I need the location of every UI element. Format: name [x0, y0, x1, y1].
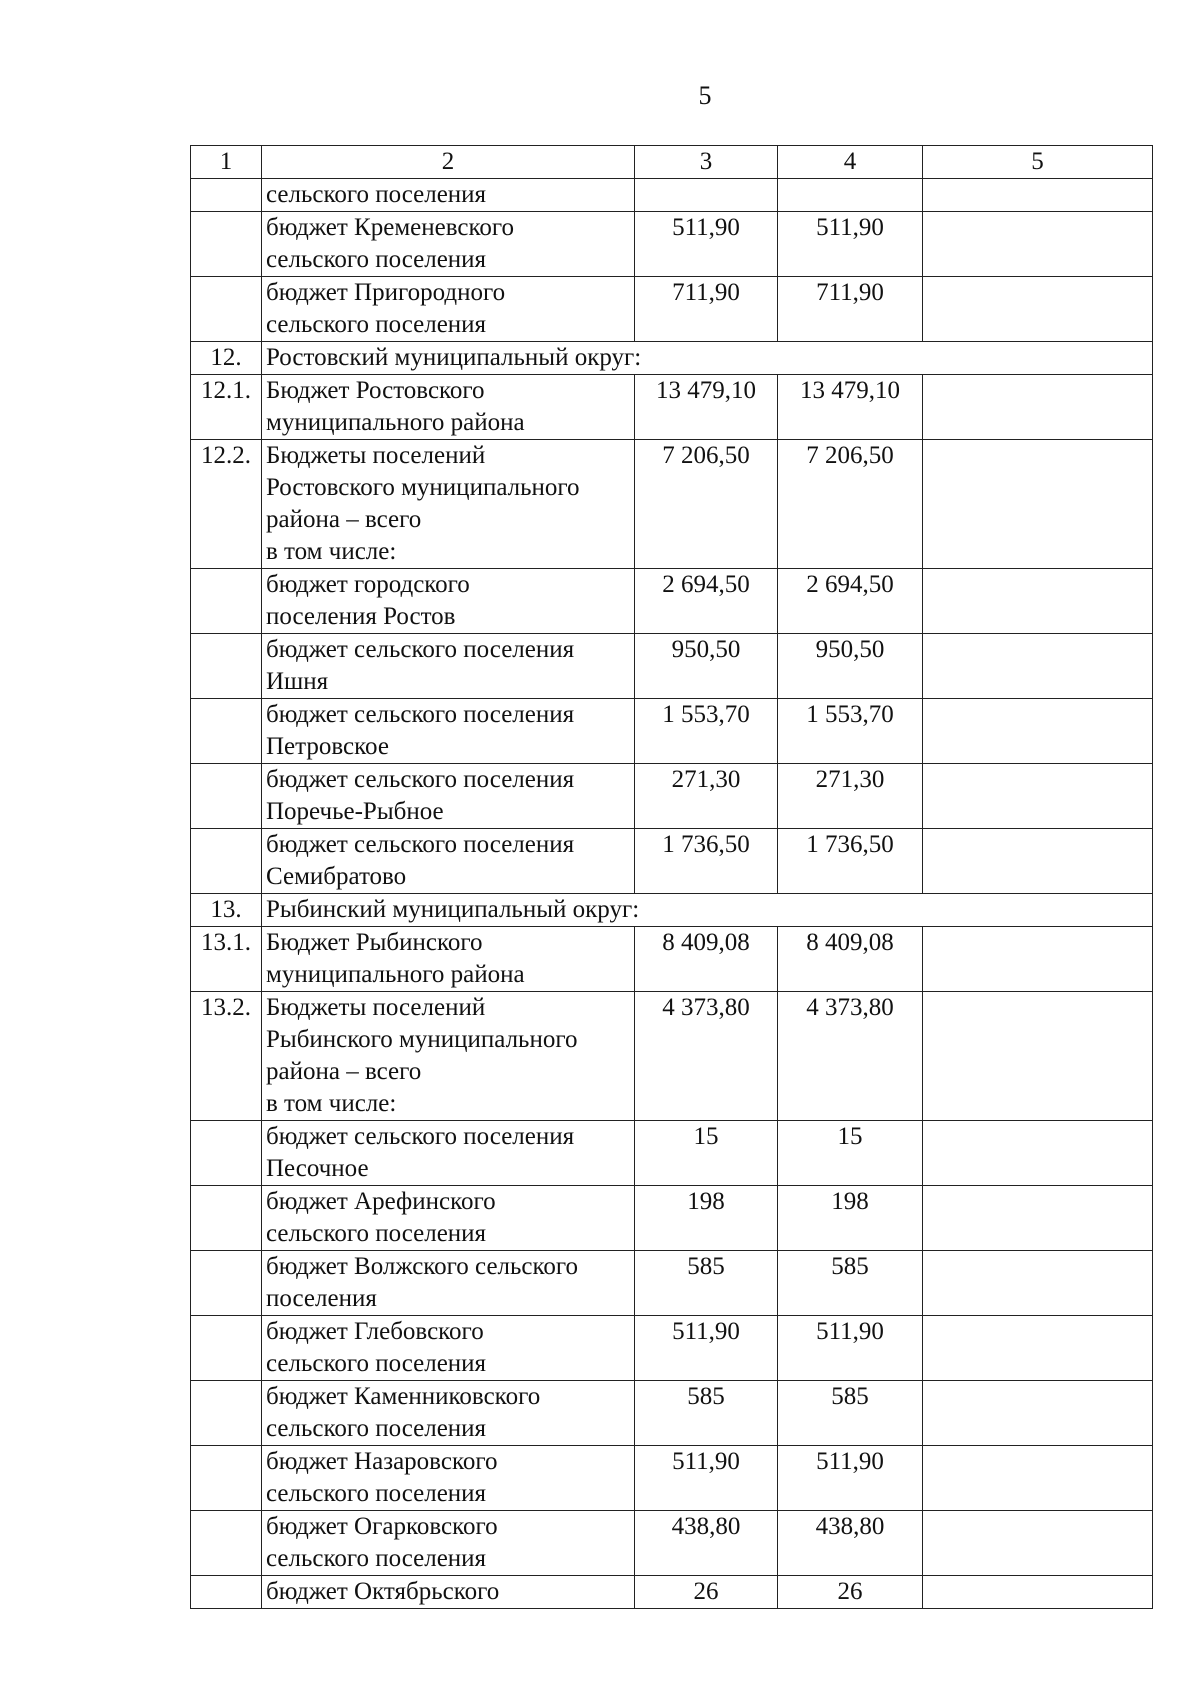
table-row [191, 440, 1153, 569]
table-row [191, 829, 1153, 894]
row-col3-cell: 8 409,08 [635, 927, 778, 992]
row-index-cell: 12. [191, 342, 262, 375]
row-index-cell [191, 179, 262, 212]
row-col5-cell [923, 1121, 1153, 1186]
table-row [191, 1186, 1153, 1251]
row-name-line: бюджет Назаровского [266, 1448, 498, 1475]
row-index-cell: 13.2. [191, 992, 262, 1121]
row-col4-cell: 511,90 [778, 1446, 923, 1511]
row-name-cell [262, 992, 635, 1121]
row-col3-cell: 1 736,50 [635, 829, 778, 894]
row-col5-cell [923, 1576, 1153, 1609]
row-name-line: сельского поселения [266, 1350, 487, 1377]
table-row [191, 342, 1153, 375]
row-name-line: бюджет сельского поселения [266, 766, 575, 793]
row-name-cell [262, 342, 1153, 375]
row-name-line: муниципального района [266, 409, 525, 436]
row-col5-cell [923, 277, 1153, 342]
row-name-line: поселения Ростов [266, 603, 456, 630]
row-name-cell [262, 1511, 635, 1576]
table-row [191, 1121, 1153, 1186]
column-header-2: 2 [262, 146, 635, 179]
row-col5-cell [923, 699, 1153, 764]
row-name-cell [262, 277, 635, 342]
row-name-line: сельского поселения [266, 1415, 487, 1442]
table-row [191, 1316, 1153, 1381]
row-name-line: в том числе: [266, 538, 397, 565]
row-name-line: сельского поселения [266, 1480, 487, 1507]
row-col4-cell: 26 [778, 1576, 923, 1609]
row-col5-cell [923, 634, 1153, 699]
row-name-line: Песочное [266, 1155, 369, 1182]
row-col3-cell: 2 694,50 [635, 569, 778, 634]
column-header-4: 4 [778, 146, 923, 179]
row-name-line: Рыбинский муниципальный округ: [266, 896, 640, 923]
row-name-line: бюджет сельского поселения [266, 636, 575, 663]
row-col4-cell: 1 553,70 [778, 699, 923, 764]
row-name-cell [262, 1576, 635, 1609]
table-row [191, 212, 1153, 277]
row-index-cell: 12.1. [191, 375, 262, 440]
page-number: 5 [698, 81, 712, 110]
row-name-line: Ростовского муниципального [266, 474, 580, 501]
row-name-line: бюджет Глебовского [266, 1318, 484, 1345]
row-col3-cell: 585 [635, 1251, 778, 1316]
row-name-line: района – всего [266, 1058, 422, 1085]
row-name-line: Бюджет Рыбинского [266, 929, 483, 956]
row-col4-cell: 438,80 [778, 1511, 923, 1576]
row-name-line: бюджет сельского поселения [266, 1123, 575, 1150]
row-col4-cell: 511,90 [778, 1316, 923, 1381]
row-col5-cell [923, 1381, 1153, 1446]
table-row [191, 1511, 1153, 1576]
row-col4-cell: 511,90 [778, 212, 923, 277]
row-index-cell [191, 764, 262, 829]
row-name-line: в том числе: [266, 1090, 397, 1117]
table-row [191, 764, 1153, 829]
row-col4-cell: 13 479,10 [778, 375, 923, 440]
table-row [191, 894, 1153, 927]
row-name-line: Петровское [266, 733, 389, 760]
budget-table-body [191, 146, 1153, 1609]
table-row [191, 1576, 1153, 1609]
row-col3-cell: 711,90 [635, 277, 778, 342]
row-name-line: бюджет Пригородного [266, 279, 506, 306]
row-index-cell [191, 212, 262, 277]
row-index-cell [191, 1121, 262, 1186]
row-name-line: сельского поселения [266, 181, 487, 208]
row-col3-cell [635, 179, 778, 212]
row-index-cell [191, 634, 262, 699]
row-col4-cell: 7 206,50 [778, 440, 923, 569]
row-name-cell [262, 1316, 635, 1381]
row-col5-cell [923, 1511, 1153, 1576]
row-index-cell [191, 1251, 262, 1316]
row-col4-cell: 8 409,08 [778, 927, 923, 992]
row-col4-cell: 198 [778, 1186, 923, 1251]
column-header-5: 5 [923, 146, 1153, 179]
row-col4-cell: 1 736,50 [778, 829, 923, 894]
row-name-line: бюджет сельского поселения [266, 701, 575, 728]
row-name-line: Бюджеты поселений [266, 442, 486, 469]
row-name-line: муниципального района [266, 961, 525, 988]
table-row [191, 699, 1153, 764]
row-col4-cell: 585 [778, 1381, 923, 1446]
row-col3-cell: 271,30 [635, 764, 778, 829]
row-name-cell [262, 212, 635, 277]
row-name-line: сельского поселения [266, 311, 487, 338]
row-col4-cell: 15 [778, 1121, 923, 1186]
table-row [191, 569, 1153, 634]
row-index-cell [191, 699, 262, 764]
row-col3-cell: 1 553,70 [635, 699, 778, 764]
row-name-cell [262, 634, 635, 699]
row-name-cell [262, 1121, 635, 1186]
row-col3-cell: 511,90 [635, 212, 778, 277]
column-header-1: 1 [191, 146, 262, 179]
row-col3-cell: 511,90 [635, 1316, 778, 1381]
table-row [191, 1446, 1153, 1511]
row-col3-cell: 585 [635, 1381, 778, 1446]
row-name-line: Ростовский муниципальный округ: [266, 344, 642, 371]
row-col3-cell: 511,90 [635, 1446, 778, 1511]
budget-table [190, 145, 1153, 1609]
table-row [191, 375, 1153, 440]
row-name-cell [262, 569, 635, 634]
row-col3-cell: 7 206,50 [635, 440, 778, 569]
row-col5-cell [923, 440, 1153, 569]
row-col5-cell [923, 927, 1153, 992]
row-name-line: Семибратово [266, 863, 407, 890]
row-name-cell [262, 1251, 635, 1316]
row-col5-cell [923, 1446, 1153, 1511]
row-col3-cell: 438,80 [635, 1511, 778, 1576]
row-name-cell [262, 1381, 635, 1446]
row-name-line: района – всего [266, 506, 422, 533]
row-col3-cell: 4 373,80 [635, 992, 778, 1121]
row-name-line: сельского поселения [266, 1220, 487, 1247]
row-col3-cell: 198 [635, 1186, 778, 1251]
row-name-cell [262, 894, 1153, 927]
row-name-cell [262, 1186, 635, 1251]
row-col3-cell: 26 [635, 1576, 778, 1609]
row-col5-cell [923, 829, 1153, 894]
table-row [191, 992, 1153, 1121]
row-name-line: бюджет Огарковского [266, 1513, 498, 1540]
row-name-line: сельского поселения [266, 246, 487, 273]
table-row [191, 179, 1153, 212]
column-header-3: 3 [635, 146, 778, 179]
row-index-cell: 12.2. [191, 440, 262, 569]
row-col5-cell [923, 764, 1153, 829]
row-col5-cell [923, 992, 1153, 1121]
row-name-cell [262, 764, 635, 829]
row-name-line: Рыбинского муниципального [266, 1026, 578, 1053]
row-index-cell [191, 277, 262, 342]
table-row [191, 1251, 1153, 1316]
row-col3-cell: 15 [635, 1121, 778, 1186]
row-col5-cell [923, 1251, 1153, 1316]
table-row [191, 634, 1153, 699]
table-header-row [191, 146, 1153, 179]
row-index-cell: 13.1. [191, 927, 262, 992]
row-col4-cell: 2 694,50 [778, 569, 923, 634]
row-index-cell [191, 829, 262, 894]
row-index-cell [191, 569, 262, 634]
row-index-cell [191, 1446, 262, 1511]
row-index-cell: 13. [191, 894, 262, 927]
row-name-line: бюджет Волжского сельского [266, 1253, 579, 1280]
row-name-line: бюджет Каменниковского [266, 1383, 541, 1410]
row-name-line: Бюджет Ростовского [266, 377, 485, 404]
row-name-line: бюджет городского [266, 571, 470, 598]
row-name-cell [262, 375, 635, 440]
row-name-line: бюджет Октябрьского [266, 1578, 500, 1605]
row-name-line: бюджет сельского поселения [266, 831, 575, 858]
row-col3-cell: 13 479,10 [635, 375, 778, 440]
row-col4-cell: 950,50 [778, 634, 923, 699]
row-index-cell [191, 1576, 262, 1609]
row-name-cell [262, 440, 635, 569]
row-index-cell [191, 1381, 262, 1446]
row-col4-cell: 271,30 [778, 764, 923, 829]
row-col5-cell [923, 179, 1153, 212]
row-name-line: сельского поселения [266, 1545, 487, 1572]
row-col5-cell [923, 375, 1153, 440]
table-row [191, 277, 1153, 342]
row-index-cell [191, 1511, 262, 1576]
row-name-cell [262, 927, 635, 992]
row-col5-cell [923, 1186, 1153, 1251]
row-col5-cell [923, 569, 1153, 634]
row-col4-cell: 711,90 [778, 277, 923, 342]
row-col5-cell [923, 212, 1153, 277]
row-index-cell [191, 1186, 262, 1251]
row-col3-cell: 950,50 [635, 634, 778, 699]
row-col4-cell: 4 373,80 [778, 992, 923, 1121]
row-name-line: бюджет Кременевского [266, 214, 514, 241]
row-name-line: бюджет Арефинского [266, 1188, 496, 1215]
row-name-cell [262, 179, 635, 212]
table-row [191, 927, 1153, 992]
row-name-cell [262, 829, 635, 894]
row-name-cell [262, 699, 635, 764]
row-index-cell [191, 1316, 262, 1381]
row-name-line: Ишня [266, 668, 329, 695]
row-name-line: поселения [266, 1285, 377, 1312]
table-row [191, 1381, 1153, 1446]
row-col4-cell: 585 [778, 1251, 923, 1316]
row-name-line: Бюджеты поселений [266, 994, 486, 1021]
row-name-cell [262, 1446, 635, 1511]
row-col4-cell [778, 179, 923, 212]
row-name-line: Поречье-Рыбное [266, 798, 444, 825]
row-col5-cell [923, 1316, 1153, 1381]
